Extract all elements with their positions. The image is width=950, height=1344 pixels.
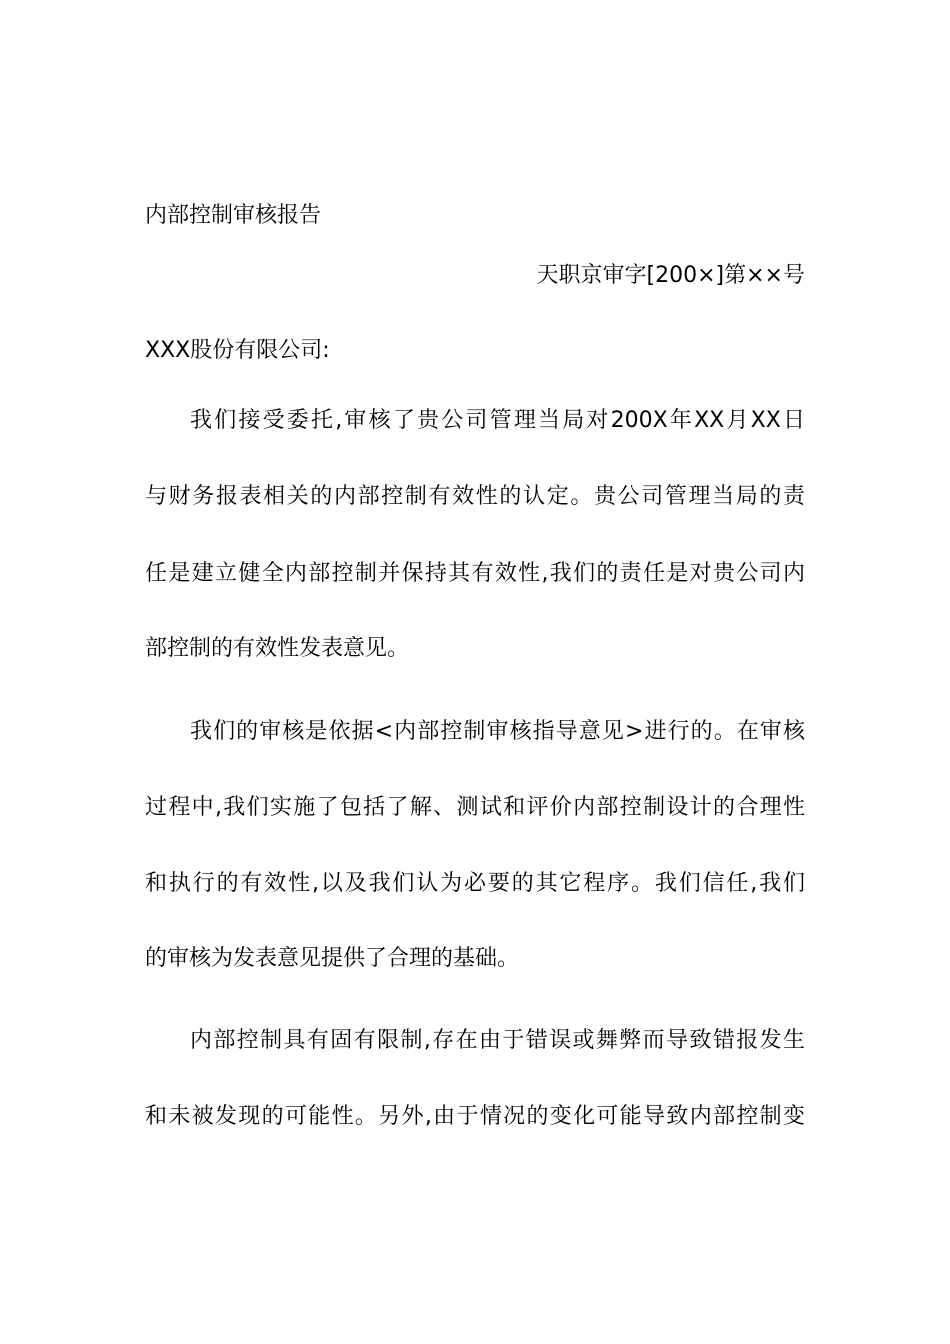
paragraph-line: 的审核为发表意见提供了合理的基础。	[145, 946, 520, 971]
paragraph-line: 和执行的有效性,以及我们认为必要的其它程序。我们信任,我们	[145, 871, 805, 896]
report-title: 内部控制审核报告	[145, 203, 322, 228]
paragraph-line: 内部控制具有固有限制,存在由于错误或舞弊而导致错报发生	[190, 1028, 805, 1053]
document-number: 天职京审字[200×]第××号	[536, 263, 805, 288]
paragraph-line: 我们的审核是依据<内部控制审核指导意见>进行的。在审核	[190, 719, 805, 744]
paragraph-line: 任是建立健全内部控制并保持其有效性,我们的责任是对贵公司内	[145, 561, 805, 586]
paragraph-line: 过程中,我们实施了包括了解、测试和评价内部控制设计的合理性	[145, 795, 805, 820]
addressee: XXX股份有限公司:	[145, 338, 330, 363]
paragraph-line: 部控制的有效性发表意见。	[145, 636, 410, 661]
paragraph-line: 与财务报表相关的内部控制有效性的认定。贵公司管理当局的责	[145, 484, 805, 509]
paragraph-line: 我们接受委托,审核了贵公司管理当局对200X年XX月XX日	[190, 408, 805, 433]
paragraph-line: 和未被发现的可能性。另外,由于情况的变化可能导致内部控制变	[145, 1104, 805, 1129]
